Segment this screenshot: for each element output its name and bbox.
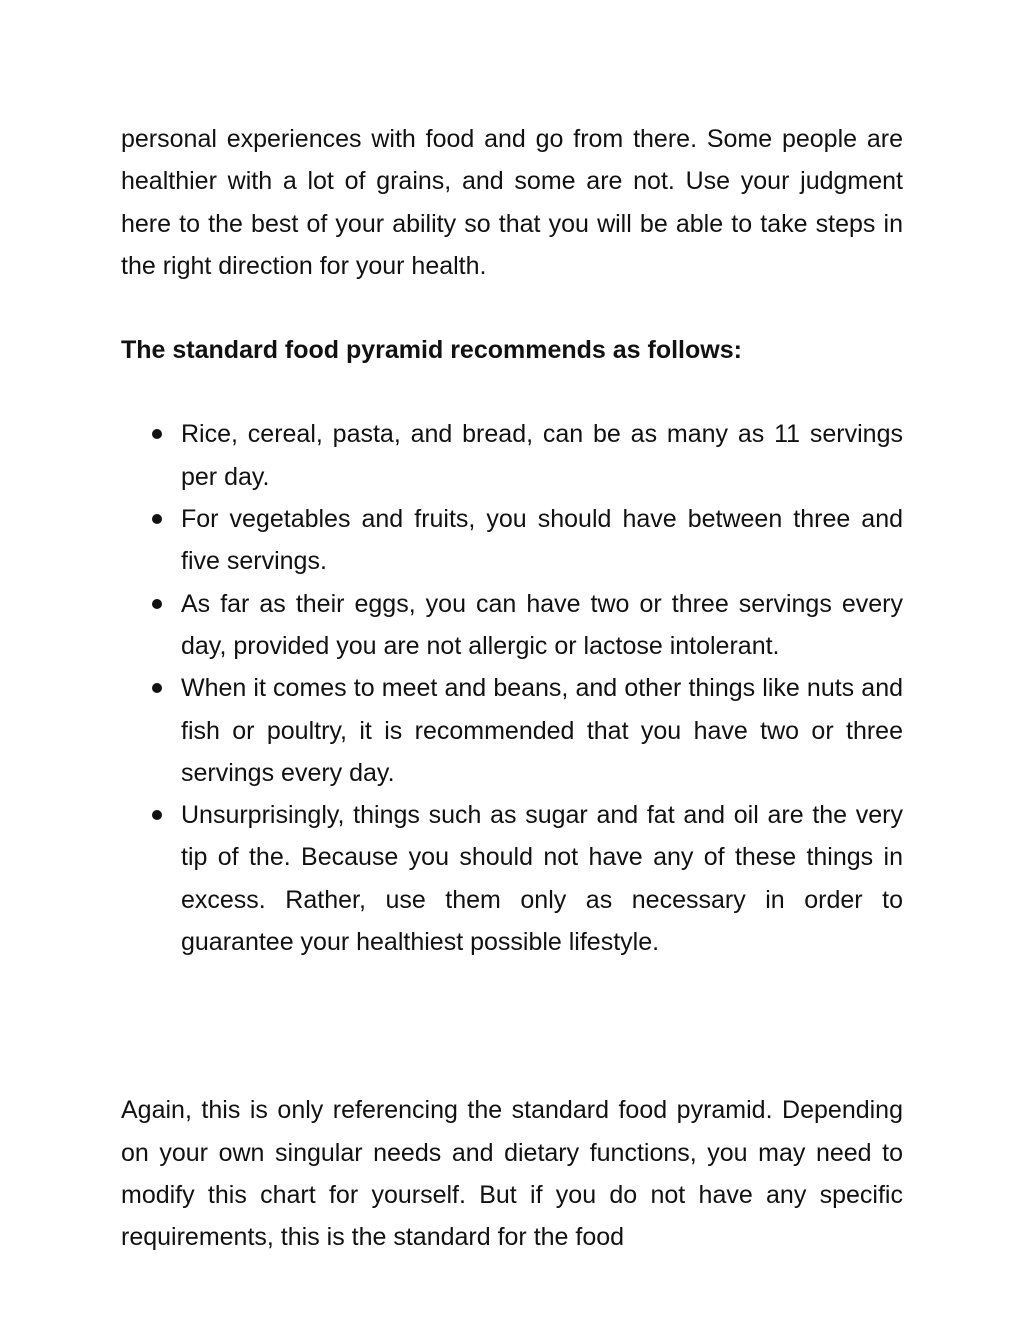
bullet-text: Rice, cereal, pasta, and bread, can be as many as 11 servings per day. [181,420,903,491]
section-heading: The standard food pyramid recommends as follows: [121,336,742,365]
bullet-icon [152,599,162,609]
bullet-icon [152,514,162,524]
bullet-item [121,667,903,794]
bullet-text: Unsurprisingly, things such as sugar and fat and oil are the very tip of the. Because you should not have any of these things in excess. Rather, use them only as necessary in order to guarantee your healthiest possible lifestyle. [181,801,903,957]
document-page [121,118,903,1259]
bullet-icon [152,683,162,693]
bullet-item [121,794,903,963]
bullet-item [121,583,903,668]
bullet-item [121,498,903,583]
bullet-text: When it comes to meet and beans, and other things like nuts and fish or poultry, it is recommended that you have two or three servings every day. [181,674,903,787]
bullet-icon [152,429,162,439]
bullet-icon [152,810,162,820]
bullet-list [121,413,903,963]
closing-paragraph: Again, this is only referencing the standard food pyramid. Depending on your own singular needs and dietary functions, you may need to modify this chart for yourself. But if you do not have any specific requirements, this is the standard for the food [121,1096,903,1252]
bullet-text: As far as their eggs, you can have two or three servings every day, provided you are not allergic or lactose intolerant. [181,589,903,660]
bullet-text: For vegetables and fruits, you should have between three and five servings. [181,505,903,576]
intro-paragraph: personal experiences with food and go from there. Some people are healthier with a lot of grains, and some are not. Use your judgment here to the best of your ability so that you will be able to take steps in the right direction for your health. [121,125,903,280]
bullet-item [121,413,903,498]
